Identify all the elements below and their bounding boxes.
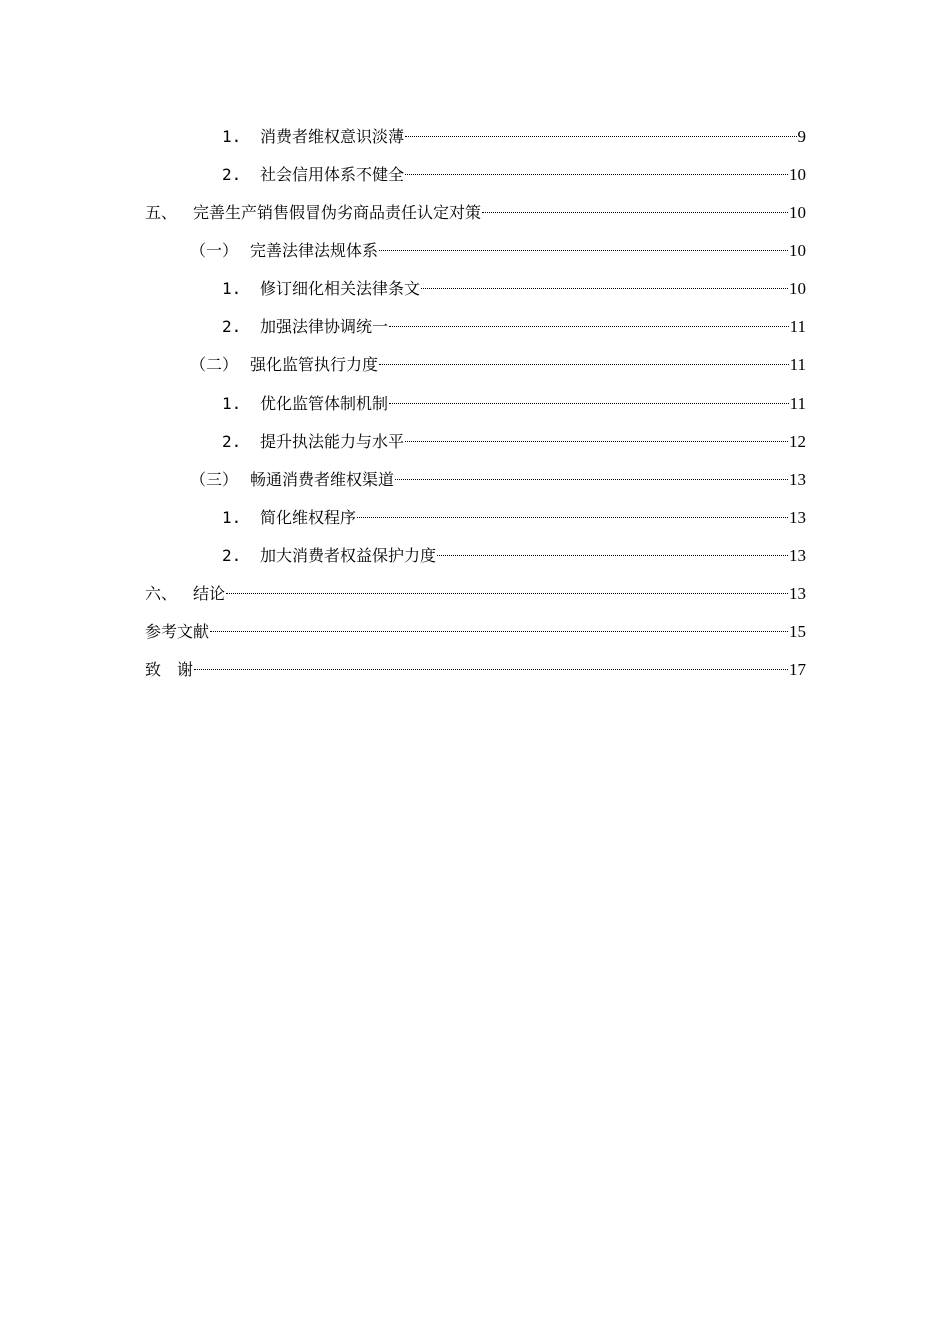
toc-dot-leader	[210, 609, 788, 632]
toc-entry-1[interactable]	[222, 119, 806, 146]
toc-dot-leader	[482, 190, 788, 213]
toc-entry-2[interactable]	[222, 157, 806, 184]
toc-dot-leader	[395, 457, 788, 480]
toc-entry-page: 15	[789, 622, 806, 641]
toc-entry-title: 修订细化相关法律条文	[260, 279, 421, 298]
toc-entry-page: 11	[789, 317, 806, 336]
toc-entry-number: 2.	[222, 317, 242, 336]
toc-entry-title: 加强法律协调统一	[260, 317, 389, 336]
toc-entry-page: 13	[789, 546, 806, 565]
toc-entry-title: 提升执法能力与水平	[260, 432, 405, 451]
toc-entry-number: 六、	[145, 584, 178, 603]
toc-entry-5[interactable]	[222, 271, 806, 298]
toc-entry-page: 10	[789, 241, 806, 260]
toc-entry-number: 2.	[222, 165, 242, 184]
toc-entry-title: 结论	[193, 584, 226, 603]
toc-entry-page: 11	[789, 394, 806, 413]
toc-entry-page: 12	[789, 432, 806, 451]
toc-entry-number: 1.	[222, 279, 242, 298]
toc-entry-number: 1.	[222, 394, 242, 413]
toc-entry-14[interactable]	[145, 614, 806, 641]
toc-entry-page: 11	[789, 355, 806, 374]
toc-dot-leader	[437, 533, 788, 556]
toc-entry-page: 9	[797, 127, 806, 146]
toc-entry-title: 消费者维权意识淡薄	[260, 127, 405, 146]
toc-dot-leader	[379, 342, 789, 365]
toc-entry-page: 13	[789, 584, 806, 603]
toc-entry-page: 13	[789, 470, 806, 489]
toc-entry-12[interactable]	[222, 538, 806, 565]
toc-dot-leader	[405, 152, 788, 175]
toc-entry-title: 优化监管体制机制	[260, 394, 389, 413]
toc-dot-leader	[389, 381, 789, 404]
toc-entry-number: 2.	[222, 432, 242, 451]
toc-entry-title: 简化维权程序	[260, 508, 357, 527]
toc-entry-title: 社会信用体系不健全	[260, 165, 405, 184]
toc-entry-7[interactable]	[190, 347, 806, 374]
toc-entry-number: 1.	[222, 127, 242, 146]
toc-dot-leader	[194, 647, 788, 670]
toc-entry-15[interactable]	[145, 652, 806, 679]
toc-entry-title: 完善生产销售假冒伪劣商品责任认定对策	[193, 203, 482, 222]
toc-entry-page: 10	[789, 279, 806, 298]
toc-entry-title: 加大消费者权益保护力度	[260, 546, 437, 565]
toc-entry-number: （三）	[190, 470, 239, 489]
toc-entry-title: 致 谢	[145, 660, 194, 679]
toc-entry-10[interactable]	[190, 462, 806, 489]
toc-dot-leader	[405, 419, 788, 442]
toc-dot-leader	[421, 266, 788, 289]
toc-entry-11[interactable]	[222, 500, 806, 527]
toc-dot-leader	[405, 114, 796, 137]
toc-entry-4[interactable]	[190, 233, 806, 260]
toc-entry-number: 1.	[222, 508, 242, 527]
toc-entry-title: 完善法律法规体系	[250, 241, 379, 260]
toc-entry-8[interactable]	[222, 386, 806, 413]
toc-entry-6[interactable]	[222, 309, 806, 336]
toc-entry-3[interactable]	[145, 195, 806, 222]
toc-entry-number: 五、	[145, 203, 178, 222]
toc-entry-page: 10	[789, 203, 806, 222]
toc-entry-page: 17	[789, 660, 806, 679]
toc-entry-title: 参考文献	[145, 622, 210, 641]
toc-entry-number: 2.	[222, 546, 242, 565]
toc-entry-number: （二）	[190, 355, 239, 374]
toc-dot-leader	[226, 571, 788, 594]
toc-entry-page: 10	[789, 165, 806, 184]
toc-entry-page: 13	[789, 508, 806, 527]
toc-entry-9[interactable]	[222, 424, 806, 451]
toc-entry-number: （一）	[190, 241, 239, 260]
toc-dot-leader	[357, 495, 788, 518]
toc-entry-title: 畅通消费者维权渠道	[250, 470, 395, 489]
toc-entry-title: 强化监管执行力度	[250, 355, 379, 374]
toc-entry-13[interactable]	[145, 576, 806, 603]
toc-dot-leader	[389, 304, 789, 327]
toc-dot-leader	[379, 228, 788, 251]
